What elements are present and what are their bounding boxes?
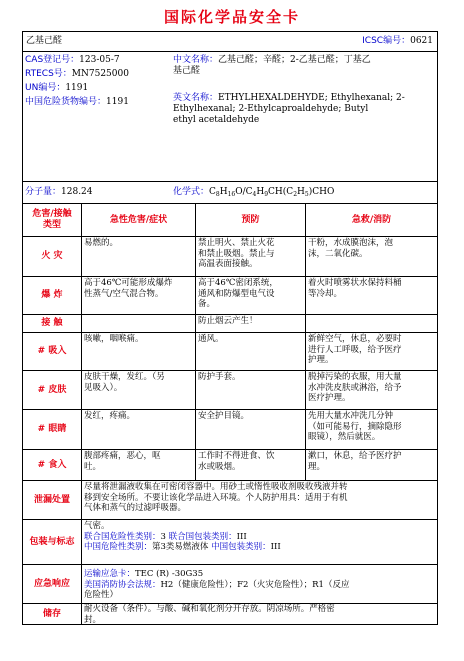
cas-line: CAS登记号：123-05-7 xyxy=(25,55,120,65)
cn-name-line: 中文名称：乙基己醛；辛醛；2-乙基己醛；丁基乙 xyxy=(173,55,371,65)
storage-row xyxy=(23,604,437,625)
table-row: 爆 炸 高于46℃可能形成爆炸 性蒸气/空气混合物。 高于46℃密闭系统， 通风和防爆型电气设 备。 着火时喷雾状水保持料桶 等冷却。 xyxy=(23,277,437,315)
table-header xyxy=(23,204,437,237)
table-row: # 吸入 咳嗽，咽喉痛。 通风。 新鲜空气，休息，必要时 进行人工呼吸，给予医疗 护理。 xyxy=(23,333,437,371)
icsc-value: 0621 xyxy=(410,36,433,46)
emergency-label: 应急响应 xyxy=(33,578,70,589)
table-row: 接 触 防止烟云产生！ xyxy=(23,315,437,333)
id-column xyxy=(25,52,171,181)
mw-label: 分子量： xyxy=(25,187,62,197)
spill-row xyxy=(23,481,437,520)
header-prevention: 预防 xyxy=(195,204,305,236)
en-name-line2: Ethylhexanal; 2-Ethylcaproaldehyde; Butyl xyxy=(173,104,369,114)
chemical-name: 乙基己醛 xyxy=(26,36,63,46)
cn-name-line2: 基己醛 xyxy=(173,66,201,76)
cn-goods-line: 中国危险货物编号：1191 xyxy=(25,97,129,107)
table-row: # 食入 腹部疼痛，恶心，呕 吐。 工作时不得进食、饮 水或吸烟。 漱口，休息，给予医疗护 理。 xyxy=(23,450,437,481)
header-type: 危害/接触类型 xyxy=(32,209,72,230)
page-title: 国际化学品安全卡 xyxy=(163,8,300,26)
safety-card xyxy=(22,31,438,625)
formula-label: 化学式： xyxy=(173,187,210,197)
en-name-line: 英文名称：ETHYLHEXALDEHYDE; Ethylhexanal; 2- xyxy=(173,93,405,103)
en-name-line3: ethyl acetaldehyde xyxy=(173,115,260,125)
storage-label: 储存 xyxy=(42,609,61,619)
spill-text: 尽量将泄漏液收集在可密闭容器中。用砂土或惰性吸收剂吸收残液并转 移到安全场所。不要让该化学品进入环境。个人防护用具：适用于有机 气体和蒸气的过滤呼吸器。 xyxy=(81,481,437,519)
emergency-text: 运输应急卡：TEC (R) -30G35 美国消防协会法规：H2（健康危险性）；F2（火灾危险性）；R1（反应 危险性） xyxy=(81,565,437,603)
header-hazard: 急性危害/症状 xyxy=(81,204,195,236)
name-row xyxy=(23,32,437,52)
icsc-label: ICSC编号： xyxy=(362,36,411,46)
packaging-row xyxy=(23,520,437,565)
table-row: # 皮肤 皮肤干燥，发红。（另 见吸入）。 防护手套。 脱掉污染的衣服，用大量 水冲洗皮肤或淋浴，给予 医疗护理。 xyxy=(23,371,437,410)
header-aid: 急救/消防 xyxy=(305,204,437,236)
packaging-label: 包装与标志 xyxy=(29,536,75,547)
un-line: UN编号：1191 xyxy=(25,83,89,93)
mw-value: 128.24 xyxy=(61,187,93,197)
names-column xyxy=(173,52,435,181)
packaging-text: 气密。 联合国危险性类别：3 联合国包装类别：III 中国危险性类别：第3类易燃液体 中国包装类别：III xyxy=(81,520,437,564)
rtecs-line: RTECS号：MN7525000 xyxy=(25,69,129,79)
table-row: # 眼睛 发红，疼痛。 安全护目镜。 先用大量水冲洗几分钟 （如可能易行，摘除隐形 眼镜），然后就医。 xyxy=(23,410,437,450)
formula-value: $C_8H_{16}O/C_4H_9CH(C_2H_5)CHO$ xyxy=(209,187,335,198)
emergency-row xyxy=(23,565,437,604)
identifiers-row xyxy=(23,52,437,182)
spill-label: 泄漏处置 xyxy=(33,494,70,505)
storage-text: 耐火设备（条件）。与酸、碱和氧化剂分开存放。阴凉场所。严格密 封。 xyxy=(81,604,437,625)
formula-row xyxy=(23,182,437,204)
table-row: 火 灾 易燃的。 禁止明火、禁止火花 和禁止吸烟。禁止与 高温表面接触。 干粉，水成膜泡沫，泡 沫，二氧化碳。 xyxy=(23,237,437,277)
